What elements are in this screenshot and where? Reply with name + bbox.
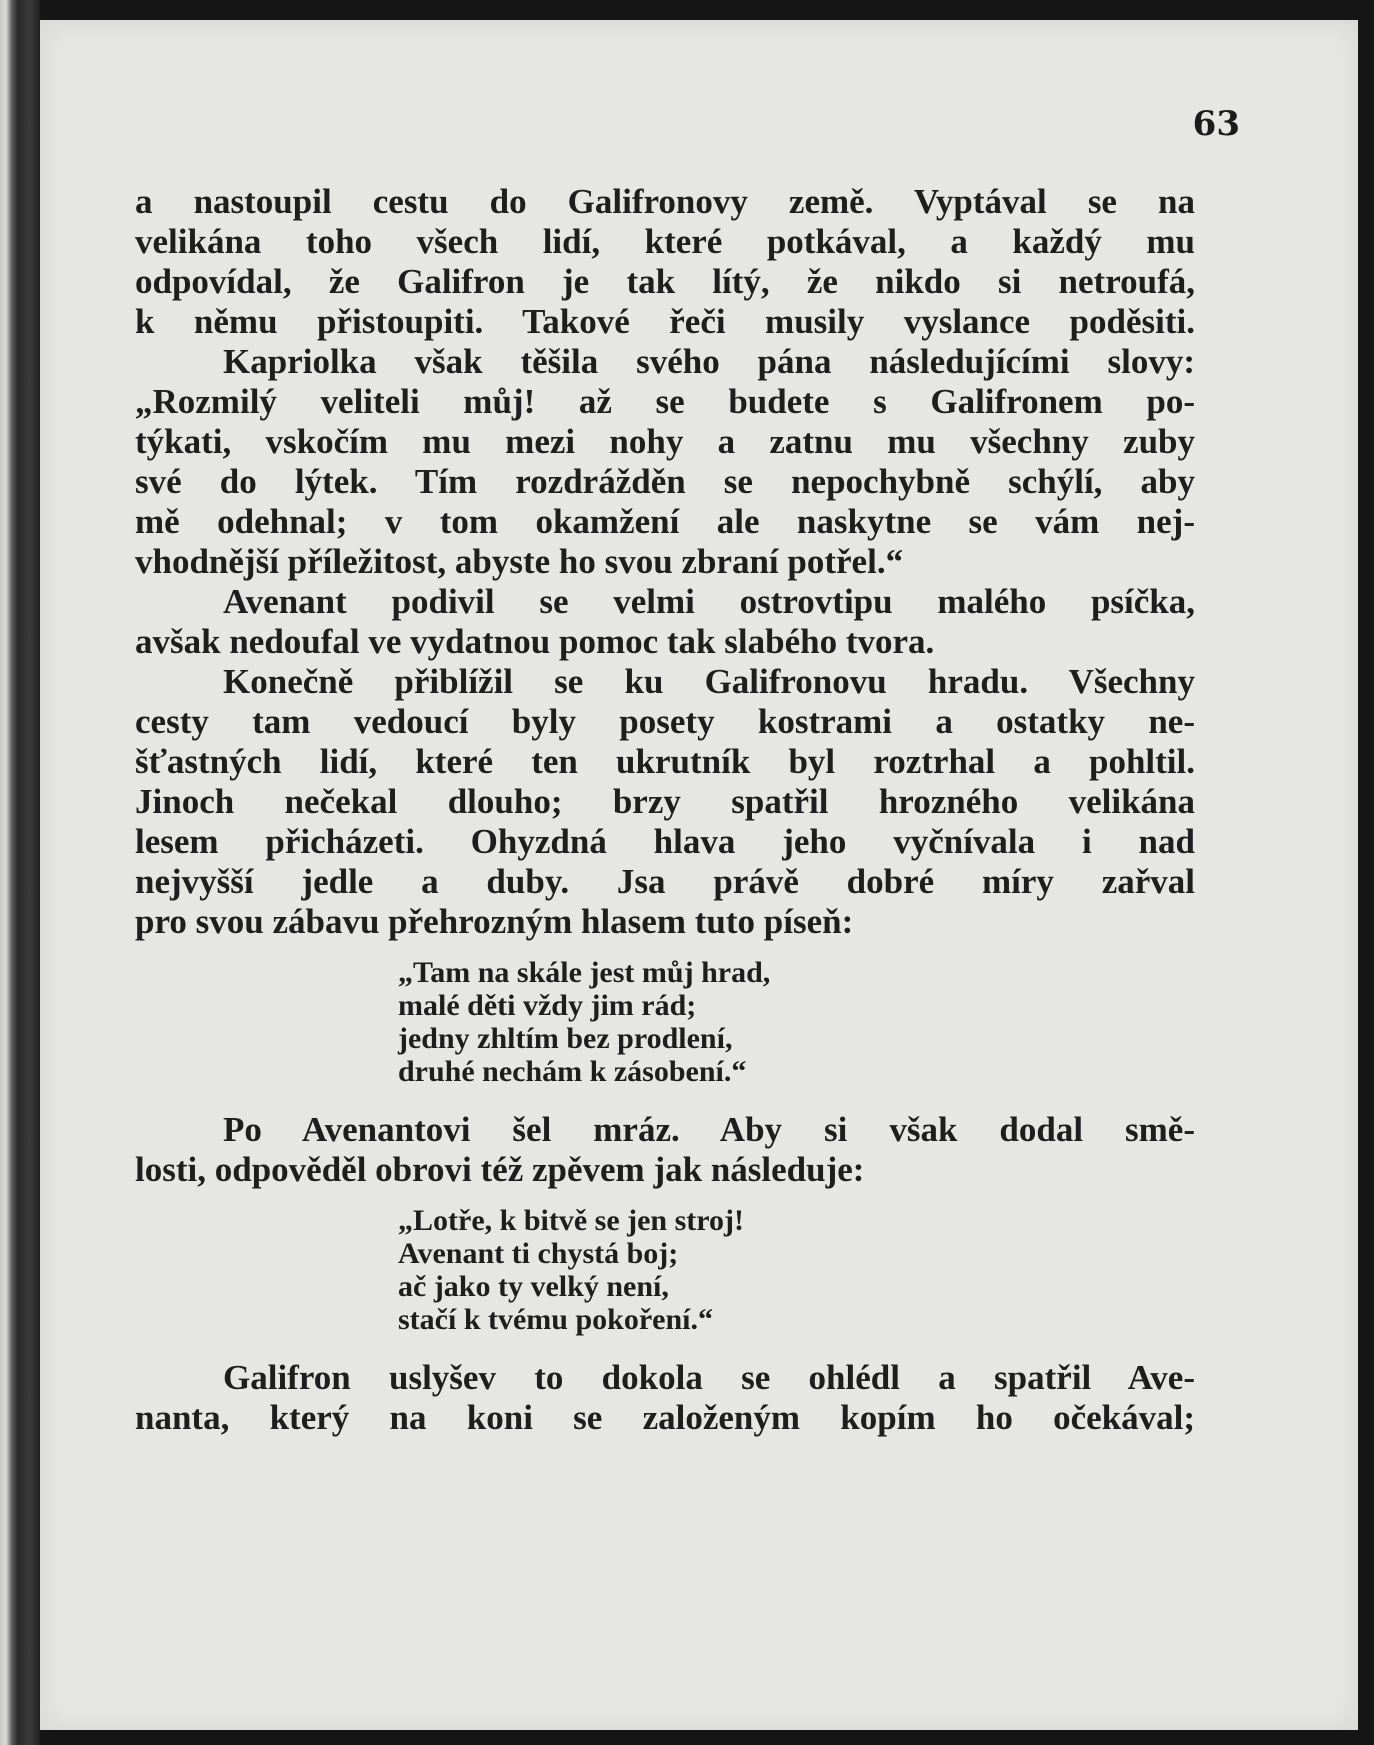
text-line: mě odehnal; v tom okamžení ale naskytne se vám nej- (135, 502, 1195, 541)
text-line: cesty tam vedoucí byly posety kostrami a ostatky ne- (135, 702, 1195, 741)
text-line: nejvyšší jedle a duby. Jsa právě dobré míry zařval (135, 862, 1195, 901)
verse-giant-song (135, 956, 1195, 1088)
spacer (135, 1336, 1195, 1358)
adjacent-page-edge (0, 0, 40, 1745)
verse-line: malé děti vždy jim rád; (398, 989, 697, 1022)
page-number: 63 (1192, 104, 1240, 144)
text-line: své do lýtek. Tím rozdrážděn se nepochybně schýlí, aby (135, 462, 1195, 501)
book-page (40, 20, 1358, 1730)
text-line: a nastoupil cestu do Galifronovy země. Vyptával se na (135, 182, 1195, 221)
page-body (135, 182, 1195, 1438)
text-line: Galifron uslyšev to dokola se ohlédl a spatřil Ave- (223, 1358, 1195, 1397)
text-line: nanta, který na koni se založeným kopím ho očekával; (135, 1398, 1195, 1437)
text-line: týkati, vskočím mu mezi nohy a zatnu mu všechny zuby (135, 422, 1195, 461)
verse-line: stačí k tvému pokoření.“ (398, 1303, 713, 1336)
text-line: Avenant podivil se velmi ostrovtipu malého psíčka, (223, 582, 1195, 621)
verse-line: „Lotře, k bitvě se jen stroj! (398, 1204, 745, 1237)
text-line: Po Avenantovi šel mráz. Aby si však dodal smě- (223, 1110, 1195, 1149)
spacer (135, 942, 1195, 956)
text-line: pro svou zábavu přehrozným hlasem tuto píseň: (135, 902, 854, 941)
text-line: lesem přicházeti. Ohyzdná hlava jeho vyčnívala i nad (135, 822, 1195, 861)
spacer (135, 1190, 1195, 1204)
text-line: „Rozmilý veliteli můj! až se budete s Galifronem po- (135, 382, 1195, 421)
text-line: Konečně přiblížil se ku Galifronovu hradu. Všechny (223, 662, 1195, 701)
text-line: vhodnější příležitost, abyste ho svou zbraní potřel.“ (135, 542, 904, 581)
verse-line: jedny zhltím bez prodlení, (398, 1022, 733, 1055)
text-line: avšak nedoufal ve vydatnou pomoc tak slabého tvora. (135, 622, 935, 661)
verse-line: Avenant ti chystá boj; (398, 1237, 679, 1270)
verse-avenant-song (135, 1204, 1195, 1336)
text-line: odpovídal, že Galifron je tak lítý, že nikdo si netroufá, (135, 262, 1195, 301)
text-line: šťastných lidí, které ten ukrutník byl roztrhal a pohltil. (135, 742, 1195, 781)
text-line: Jinoch nečekal dlouho; brzy spatřil hrozného velikána (135, 782, 1195, 821)
text-line: losti, odpověděl obrovi též zpěvem jak následuje: (135, 1150, 865, 1189)
verse-line: druhé nechám k zásobení.“ (398, 1055, 747, 1088)
text-line: Kapriolka však těšila svého pána následujícími slovy: (223, 342, 1195, 381)
text-line: k němu přistoupiti. Takové řeči musily vyslance poděsiti. (135, 302, 1195, 341)
verse-line: „Tam na skále jest můj hrad, (398, 956, 771, 989)
verse-line: ač jako ty velký není, (398, 1270, 669, 1303)
spacer (135, 1088, 1195, 1110)
text-line: velikána toho všech lidí, které potkával, a každý mu (135, 222, 1195, 261)
